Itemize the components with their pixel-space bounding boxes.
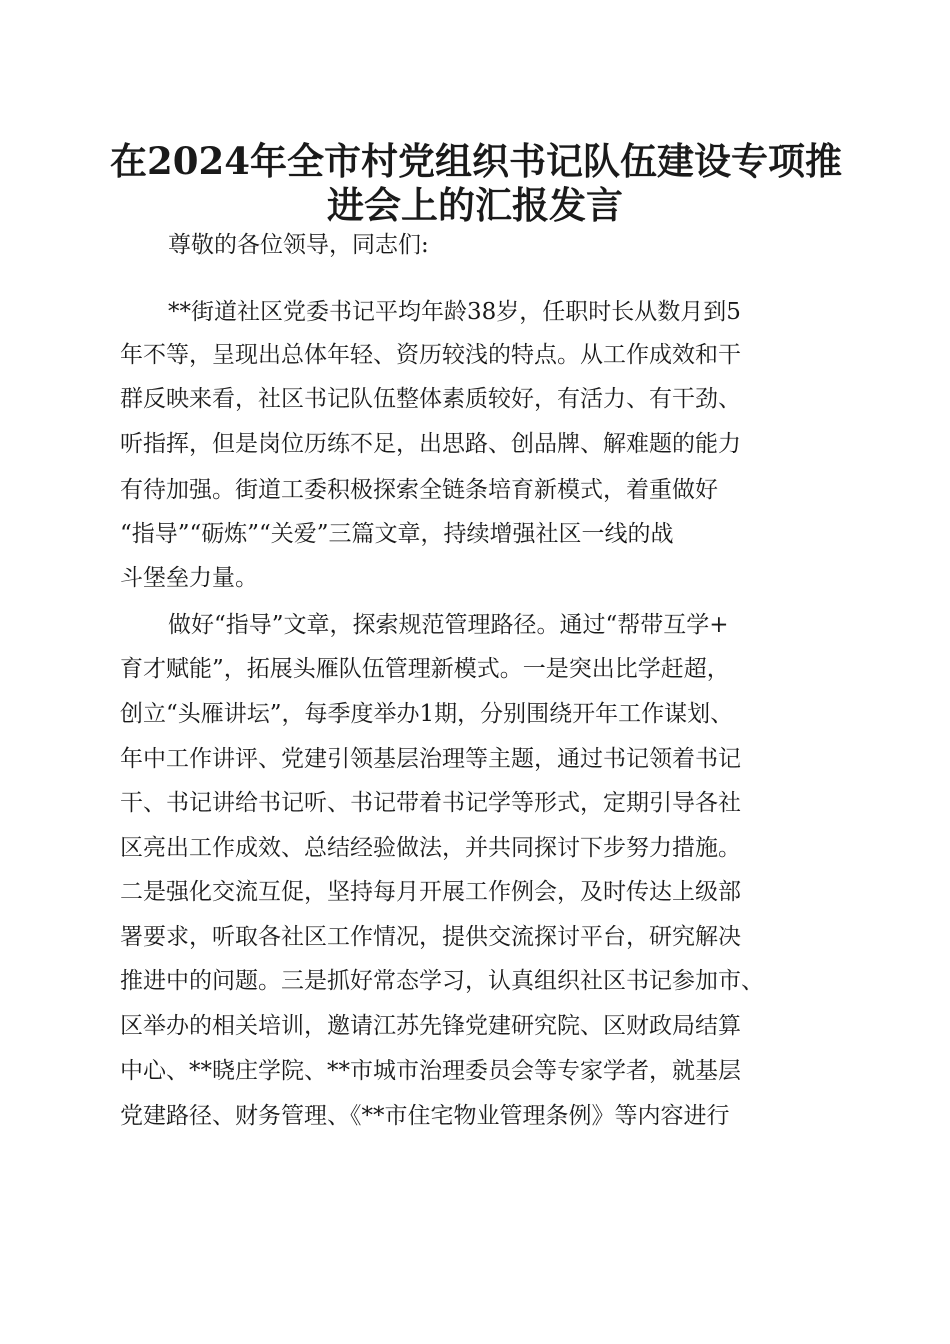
paragraph-1-line-1: **街道社区党委书记平均年龄38岁，任职时长从数月到5 [168,299,741,325]
paragraph-2-line-10: 区举办的相关培训，邀请江苏先锋党建研究院、区财政局结算 [120,1013,741,1039]
paragraph-1-line-2: 年不等，呈现出总体年轻、资历较浅的特点。从工作成效和干 [120,342,741,368]
paragraph-2-line-7: 二是强化交流互促，坚持每月开展工作例会，及时传达上级部 [120,879,741,905]
paragraph-2-line-8: 署要求，听取各社区工作情况，提供交流探讨平台，研究解决 [120,924,741,950]
paragraph-1-line-4: 听指挥，但是岗位历练不足，出思路、创品牌、解难题的能力 [120,431,741,457]
document-title-line-1: 在2024年全市村党组织书记队伍建设专项推 [110,139,842,183]
paragraph-2-line-9: 推进中的问题。三是抓好常态学习，认真组织社区书记参加市、 [120,968,764,994]
document-title-line-2: 进会上的汇报发言 [327,183,623,227]
salutation: 尊敬的各位领导，同志们: [168,232,429,258]
paragraph-1-line-5: 有待加强。街道工委积极探索全链条培育新模式，着重做好 [120,477,718,503]
paragraph-2-line-6: 区亮出工作成效、总结经验做法，并共同探讨下步努力措施。 [120,835,741,861]
paragraph-2-line-2: 育才赋能”，拓展头雁队伍管理新模式。一是突出比学赶超， [120,656,730,682]
paragraph-1-line-6: “指导”“砺炼”“关爱”三篇文章，持续增强社区一线的战 [120,521,674,547]
paragraph-1-line-7: 斗堡垒力量。 [120,565,258,591]
paragraph-1-line-3: 群反映来看，社区书记队伍整体素质较好，有活力、有干劲、 [120,386,741,412]
paragraph-2-line-11: 中心、**晓庄学院、**市城市治理委员会等专家学者，就基层 [120,1058,741,1084]
paragraph-2-line-12: 党建路径、财务管理、《**市住宅物业管理条例》等内容进行 [120,1103,730,1129]
paragraph-2-line-5: 干、书记讲给书记听、书记带着书记学等形式，定期引导各社 [120,790,741,816]
paragraph-2-line-1: 做好“指导”文章，探索规范管理路径。通过“帮带互学+ [168,612,729,638]
paragraph-2-line-3: 创立“头雁讲坛”，每季度举办1期，分别围绕开年工作谋划、 [120,701,734,727]
paragraph-2-line-4: 年中工作讲评、党建引领基层治理等主题，通过书记领着书记 [120,746,741,772]
